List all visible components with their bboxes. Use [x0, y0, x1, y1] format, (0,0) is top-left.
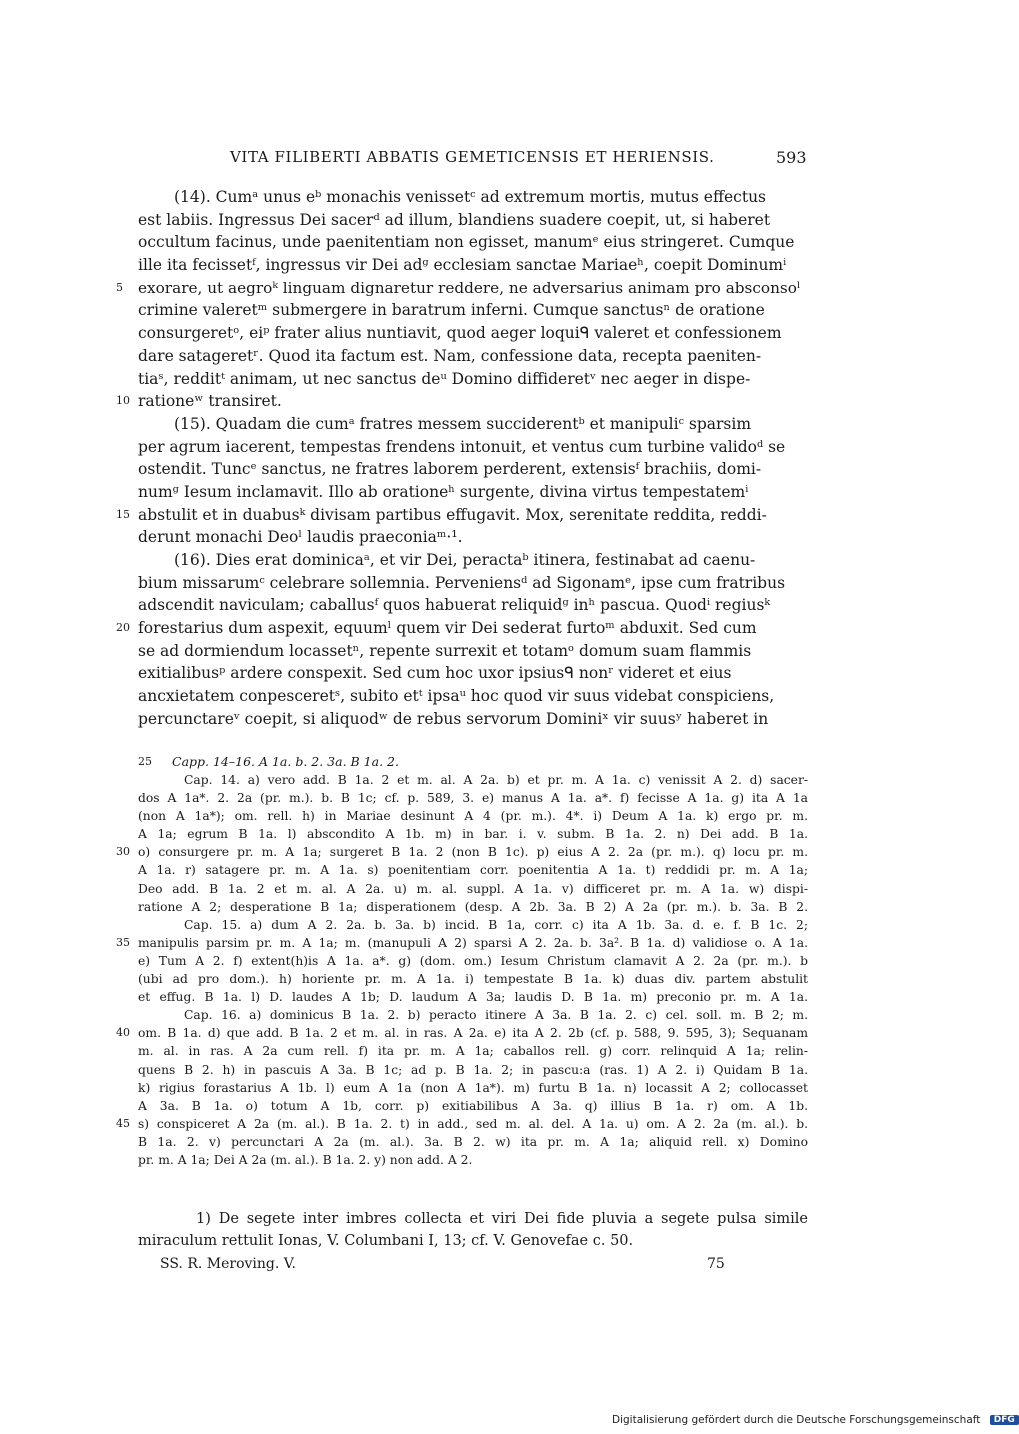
footnote [138, 1208, 808, 1252]
apparatus-line [116, 843, 808, 861]
line-text: crimine valeretᵐ submergere in baratrum inferni. Cumque sanctusⁿ de oratione [138, 301, 765, 320]
line-text: forestarius dum aspexit, equumˡ quem vir Dei sederat furtoᵐ abduxit. Sed cum [138, 619, 757, 638]
line-number: 20 [116, 621, 130, 635]
apparatus-line [138, 898, 808, 916]
apparatus-text: A 1a; egrum B 1a. l) abscondito A 1b. m) in bar. i. v. subm. B 1a. 2. n) Dei add. B 1a. [138, 827, 808, 842]
apparatus-text: dos A 1a*. 2. 2a (pr. m.). b. B 1c; cf. p. 589, 3. e) manus A 1a. a*. f) fecisse A 1a. g) ita A 1a [138, 791, 808, 806]
apparatus-line [138, 1061, 808, 1079]
text-line [138, 708, 808, 731]
capp-line [138, 753, 399, 771]
apparatus-line [138, 988, 808, 1006]
apparatus-line [138, 1097, 808, 1115]
apparatus-line [138, 916, 808, 934]
text-line [138, 458, 808, 481]
apparatus-line [138, 1079, 808, 1097]
text-line [138, 413, 808, 436]
apparatus-line [116, 934, 808, 952]
line-text: derunt monachi Deoˡ laudis praeconiaᵐ·¹. [138, 528, 463, 547]
text-line [138, 594, 808, 617]
apparatus-text: om. B 1a. d) que add. B 1a. 2 et m. al. in ras. A 2a. e) ita A 2. 2b (cf. p. 588, 9. 595, 3); Sequanam [138, 1026, 808, 1041]
apparatus-line [138, 771, 808, 789]
apparatus-text: m. al. in ras. A 2a cum rell. f) ita pr. m. A 1a; caballos rell. g) corr. relinquid A 1a; relin- [138, 1044, 808, 1059]
line-text: ancxietatem conpesceretˢ, subito etᵗ ipsaᵘ hoc quod vir suus videbat conspiciens, [138, 687, 775, 706]
text-line [138, 231, 808, 254]
page-number: 593 [776, 148, 807, 167]
apparatus-line [138, 952, 808, 970]
text-line [116, 390, 808, 413]
apparatus-line [138, 789, 808, 807]
text-line [116, 504, 808, 527]
line-text: bium missarumᶜ celebrare sollemnia. Perveniensᵈ ad Sigonamᵉ, ipse cum fratribus [138, 573, 786, 592]
line-text: consurgeretᵒ, eiᵖ frater alius nuntiavit, quod aeger loquiᑫ valeret et confessionem [138, 324, 782, 343]
line-text: (14). Cumᵃ unus eᵇ monachis venissetᶜ ad extremum mortis, mutus effectus [174, 188, 767, 206]
text-line [138, 685, 808, 708]
main-text [116, 186, 808, 731]
apparatus-line [138, 880, 808, 898]
line-text: est labiis. Ingressus Dei sacerᵈ ad illum, blandiens suadere coepit, ut, si haberet [138, 210, 771, 229]
apparatus-text: Cap. 16. a) dominicus B 1a. 2. b) peracto itinere A 3a. B 1a. 2. c) cel. soll. m. B 2; m. [184, 1008, 808, 1023]
text-line [138, 662, 808, 685]
line-text: exorare, ut aegroᵏ linguam dignaretur reddere, ne adversarius animam pro absconsoˡ [138, 278, 801, 297]
apparatus-text: Deo add. B 1a. 2 et m. al. A 2a. u) m. al. suppl. A 1a. v) difficeret pr. m. A 1a. w) dispi- [138, 881, 808, 896]
apparatus-text: A 1a. r) satagere pr. m. A 1a. s) poenitentiam corr. poenitentia A 1a. t) reddidi pr. m. A 1a; [138, 863, 808, 878]
text-line [138, 186, 808, 209]
apparatus-line [138, 1042, 808, 1060]
line-text: numᵍ Iesum inclamavit. Illo ab orationeʰ surgente, divina virtus tempestatemⁱ [138, 482, 749, 501]
line-number: 35 [116, 935, 130, 949]
line-number: 45 [116, 1116, 130, 1130]
line-text: rationeʷ transiret. [138, 392, 282, 411]
line-number: 40 [116, 1026, 130, 1040]
apparatus-line [116, 1024, 808, 1042]
footnote-line: 1) De segete inter imbres collecta et viri Dei fide pluvia a segete pulsa simile [196, 1211, 808, 1227]
apparatus-line [138, 807, 808, 825]
text-line [138, 572, 808, 595]
apparatus-line [116, 1115, 808, 1133]
line-number: 25 [138, 755, 152, 768]
text-line [138, 640, 808, 663]
apparatus-line [138, 1006, 808, 1024]
dfg-credit [612, 1414, 1019, 1426]
capp-text: Capp. 14–16. A 1a. b. 2. 3a. B 1a. 2. [172, 754, 399, 769]
line-text: percunctareᵛ coepit, si aliquodʷ de rebus servorum Dominiˣ vir suusʸ haberet in [138, 709, 769, 728]
apparatus-text: ratione A 2; desperatione B 1a; disperationem (desp. A 2b. 3a. B 2) A 2a (pr. m.). b. 3a. B 2. [138, 899, 808, 914]
apparatus-text: (ubi ad pro dom.). h) horiente pr. m. A 1a. i) tempestate B 1a. k) duas div. partem abstulit [138, 972, 808, 987]
apparatus-line [138, 1151, 808, 1169]
text-line [138, 345, 808, 368]
line-number: 5 [116, 280, 123, 294]
line-text: ille ita fecissetᶠ, ingressus vir Dei adᵍ ecclesiam sanctae Mariaeʰ, coepit Dominumⁱ [138, 256, 787, 275]
dfg-credit-text: Digitalisierung gefördert durch die Deutsche Forschungsgemeinschaft [612, 1414, 981, 1426]
text-line [138, 254, 808, 277]
apparatus-line [138, 825, 808, 843]
line-text: (16). Dies erat dominicaᵃ, et vir Dei, peractaᵇ itinera, festinabat ad caenu- [174, 551, 756, 569]
text-line [138, 299, 808, 322]
line-text: exitialibusᵖ ardere conspexit. Sed cum hoc uxor ipsiusᑫ nonʳ videret et eius [138, 664, 732, 683]
sheet-number: 75 [707, 1256, 725, 1272]
text-line [138, 436, 808, 459]
line-text: (15). Quadam die cumᵃ fratres messem succiderentᵇ et manipuliᶜ sparsim [174, 414, 752, 433]
text-line [138, 549, 808, 572]
line-number: 15 [116, 507, 130, 521]
apparatus-text: Cap. 15. a) dum A 2. 2a. b. 3a. b) incid. B 1a, corr. c) ita A 1b. 3a. d. e. f. B 1c. 2; [184, 917, 808, 932]
apparatus-line [138, 970, 808, 988]
line-text: abstulit et in duabusᵏ divisam partibus effugavit. Mox, serenitate reddita, reddi- [138, 505, 767, 524]
apparatus-text: s) conspiceret A 2a (m. al.). B 1a. 2. t) in add., sed m. al. del. A 1a. u) om. A 2. 2a (m. al.). b. [138, 1116, 808, 1131]
apparatus-text: k) rigius forastarius A 1b. l) eum A 1a (non A 1a*). m) furtu B 1a. n) locassit A 2; collocasset [138, 1080, 808, 1095]
apparatus-text: (non A 1a*); om. rell. h) in Mariae desinunt A 4 (pr. m.). 4*. i) Deum A 1a. k) ergo pr. m. [138, 809, 808, 824]
line-text: occultum facinus, unde paenitentiam non egisset, manumᵉ eius stringeret. Cumque [138, 233, 795, 252]
line-text: dare satageretʳ. Quod ita factum est. Nam, confessione data, recepta paeniten- [138, 346, 762, 365]
line-text: adscendit naviculam; caballusᶠ quos habuerat reliquidᵍ inʰ pascua. Quodⁱ regiusᵏ [138, 596, 771, 615]
apparatus-text: B 1a. 2. v) percunctari A 2a (m. al.). 3a. B 2. w) ita pr. m. A 1a; aliquid rell. x) Domino [138, 1134, 808, 1149]
apparatus-text: e) Tum A 2. f) extent(h)is A 1a. a*. g) (dom. om.) Iesum Christum clamavit A 2. 2a (pr. m.). b [138, 953, 808, 968]
text-line [116, 617, 808, 640]
signature-mark: SS. R. Meroving. V. [160, 1256, 296, 1272]
line-text: tiaˢ, redditᵗ animam, ut nec sanctus deᵘ Domino diffideretᵛ nec aeger in dispe- [138, 369, 751, 388]
line-number: 30 [116, 845, 130, 859]
critical-apparatus [116, 771, 808, 1169]
footnote-line: miraculum rettulit Ionas, V. Columbani I, 13; cf. V. Genovefae c. 50. [138, 1233, 634, 1249]
apparatus-line [138, 861, 808, 879]
apparatus-text: o) consurgere pr. m. A 1a; surgeret B 1a. 2 (non B 1c). p) eius A 2. 2a (pr. m.). q) locu pr. m. [138, 845, 808, 860]
text-line [138, 368, 808, 391]
text-line [138, 526, 808, 549]
apparatus-text: quens B 2. h) in pascuis A 3a. B 1c; ad p. B 1a. 2; in pascu:a (ras. 1) A 2. i) Quidam B 1a. [138, 1062, 808, 1077]
apparatus-line [138, 1133, 808, 1151]
apparatus-text: Cap. 14. a) vero add. B 1a. 2 et m. al. A 2a. b) et pr. m. A 1a. c) venissit A 2. d) sacer- [184, 773, 808, 787]
line-text: ostendit. Tuncᵉ sanctus, ne fratres laborem perderent, extensisᶠ brachiis, domi- [138, 460, 762, 479]
text-line [138, 209, 808, 232]
text-line [138, 481, 808, 504]
apparatus-text: A 3a. B 1a. o) totum A 1b, corr. p) exitiabilibus A 3a. q) illius B 1a. r) om. A 1b. [138, 1098, 808, 1113]
dfg-logo: DFG [990, 1415, 1019, 1425]
running-title: VITA FILIBERTI ABBATIS GEMETICENSIS ET HERIENSIS. [230, 148, 715, 166]
text-line [138, 322, 808, 345]
apparatus-text: manipulis parsim pr. m. A 1a; m. (manupuli A 2) sparsi A 2. 2a. b. 3a². B 1a. d) validiose o. A 1a. [138, 935, 808, 950]
line-number: 10 [116, 394, 130, 408]
apparatus-text: pr. m. A 1a; Dei A 2a (m. al.). B 1a. 2. y) non add. A 2. [138, 1152, 473, 1167]
text-line [116, 277, 808, 300]
running-header [0, 148, 1000, 172]
line-text: se ad dormiendum locassetⁿ, repente surrexit et totamᵒ domum suam flammis [138, 641, 752, 660]
apparatus-text: et effug. B 1a. l) D. laudes A 1b; D. laudum A 3a; laudis D. B 1a. m) preconio pr. m. A 1a. [138, 990, 808, 1005]
line-text: per agrum iacerent, tempestas frendens intonuit, et ventus cum turbine validoᵈ se [138, 437, 786, 456]
